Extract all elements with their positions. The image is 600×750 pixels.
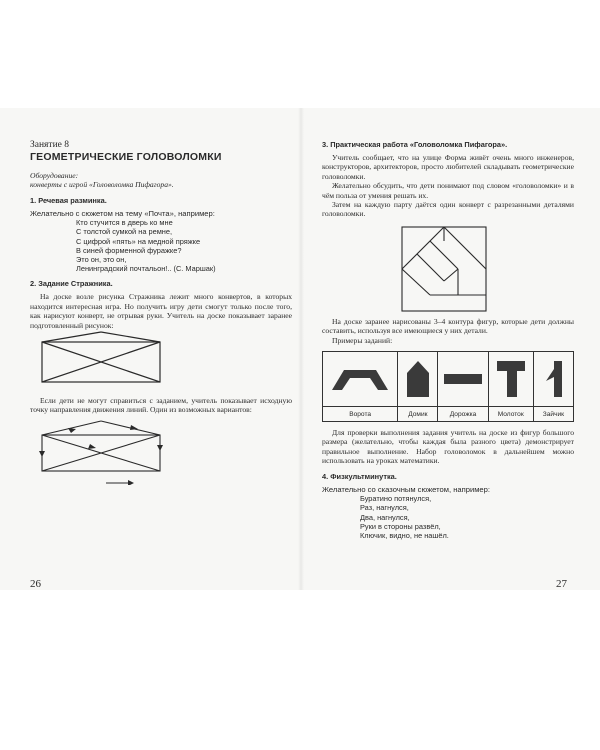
equipment-label: Оборудование: (30, 171, 79, 180)
examples-table (322, 351, 574, 422)
label-gates: Ворота (323, 407, 398, 422)
section4-title: 4. Физкультминутка. (322, 471, 397, 481)
examples-label: Примеры заданий: (332, 335, 393, 345)
poem-line: С цифрой «пять» на медной пряжке (76, 236, 201, 246)
section2-title: 2. Задание Стражника. (30, 279, 113, 289)
poem-post (30, 218, 292, 273)
hammer-figure (495, 359, 527, 399)
label-path: Дорожка (438, 407, 488, 422)
poem-line: Буратино потянулся, (360, 494, 432, 504)
house-figure (405, 359, 431, 399)
page-title: ГЕОМЕТРИЧЕСКИЕ ГОЛОВОЛОМКИ (30, 151, 222, 163)
figure-hammer-cell (488, 352, 533, 407)
envelope-route-figure (30, 415, 292, 485)
section1-intro: Желательно с сюжетом на тему «Почта», например: (30, 208, 215, 218)
section3-p5: Для проверки выполнения задания учитель на доске из фигур большого размера (желательно, чтобы каждая была разного цвета) демонстрирует правильное выполнение. Набор головоломок в дальнейшем можно использовать на уроках математики. (322, 428, 574, 466)
section3-p1: Учитель сообщает, что на улице Форма живёт очень много инженеров, конструкторов, архитекторов, просто любителей складывать геометрические головоломки. (322, 153, 574, 181)
label-hammer: Молоток (488, 407, 533, 422)
equipment-text: конверты с игрой «Головоломка Пифагора». (30, 180, 174, 190)
section3-p3: Затем на каждую парту даётся один конверт с разрезанными деталями головоломки. (322, 200, 574, 219)
poem-line: Раз, нагнулся, (360, 503, 409, 513)
book-fold (298, 108, 304, 590)
right-page (322, 140, 574, 540)
poem-line: Ленинградский почтальон!.. (С. Маршак) (76, 264, 216, 274)
left-page (30, 140, 292, 485)
bunny-figure (542, 359, 564, 399)
page-number-left: 26 (30, 578, 41, 590)
label-house: Домик (398, 407, 438, 422)
pythagoras-puzzle-figure (322, 223, 574, 313)
poem-line: В синей форменной фуражке? (76, 245, 182, 255)
poem-line: Два, нагнулся, (360, 512, 410, 522)
label-bunny: Зайчик (533, 407, 573, 422)
poem-line: С толстой сумкой на ремне, (76, 227, 173, 237)
poem-pinocchio (322, 494, 574, 540)
page-number-right: 27 (556, 578, 567, 590)
figure-bunny-cell (533, 352, 573, 407)
section1-title: 1. Речевая разминка. (30, 195, 107, 205)
poem-line: Это он, это он, (76, 255, 127, 265)
figure-house-cell (398, 352, 438, 407)
envelope-figure (30, 330, 292, 392)
section3-title: 3. Практическая работа «Головоломка Пифагора». (322, 140, 508, 149)
poem-line: Кто стучится в дверь ко мне (76, 218, 173, 228)
section4-intro: Желательно со сказочным сюжетом, например: (322, 484, 490, 494)
section2-text2: Если дети не могут справиться с заданием, учитель показывает исходную точку направления движения линий. Один из возможных вариантов: (30, 396, 292, 415)
path-figure (442, 372, 484, 386)
gates-figure (330, 364, 390, 394)
lesson-number: Занятие 8 (30, 140, 70, 150)
figure-gates-cell (323, 352, 398, 407)
poem-line: Руки в стороны развёл, (360, 521, 441, 531)
section2-text: На доске возле рисунка Стражника лежит много конвертов, в которых находится интересная игра. Но получить игру дети смогут только после того, как нарисуют конверт, не отрывая руки. Учитель на доске показывает заранее подготовленный рисунок: (30, 292, 292, 330)
section3-p4: На доске заранее нарисованы 3–4 контура фигур, которые дети должны составить, используя все имеющиеся у них детали. (322, 316, 574, 336)
poem-line: Ключик, видно, не нашёл. (360, 530, 449, 540)
figure-path-cell (438, 352, 488, 407)
section3-p2: Желательно обсудить, что дети понимают под словом «головоломки» и в чём польза от умения решать их. (322, 181, 574, 200)
